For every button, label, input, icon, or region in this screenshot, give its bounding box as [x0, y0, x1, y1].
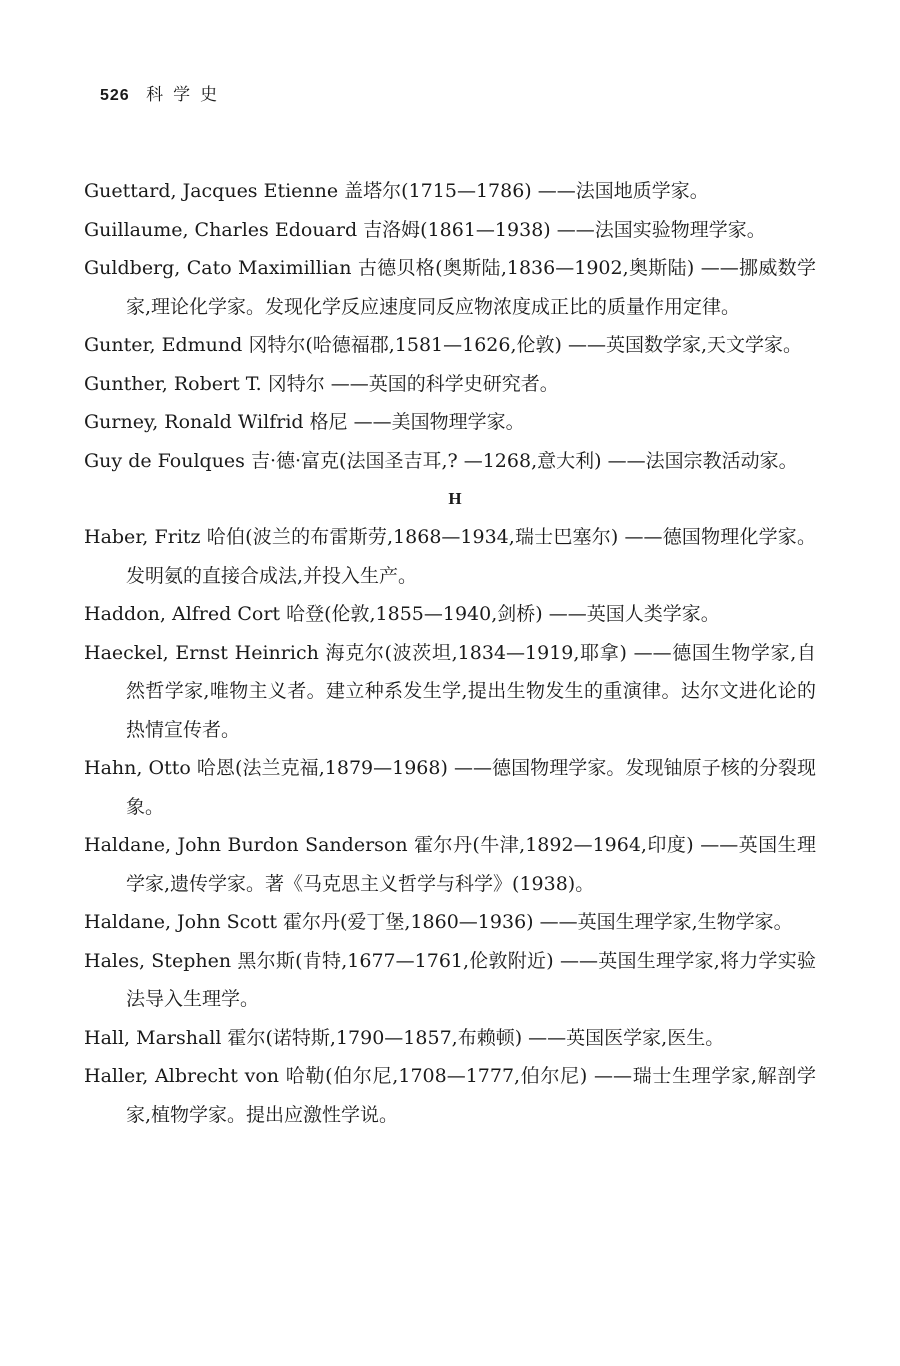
entry-hahn: Hahn, Otto 哈恩(法兰克福,1879—1968) ——德国物理学家。发现铀原子核的分裂现象。 — [84, 757, 816, 818]
section-heading-h: H — [448, 489, 462, 508]
glossary-entries — [84, 172, 816, 1134]
entry-gunter: Gunter, Edmund 冈特尔(哈德福郡,1581—1626,伦敦) ——英国数学家,天文学家。 — [84, 334, 803, 356]
entry-hales: Hales, Stephen 黑尔斯(肯特,1677—1761,伦敦附近) ——英国生理学家,将力学实验法导入生理学。 — [84, 949, 816, 1010]
entry-haller: Haller, Albrecht von 哈勒(伯尔尼,1708—1777,伯尔尼) ——瑞士生理学家,解剖学家,植物学家。提出应激性学说。 — [84, 1065, 816, 1126]
entry-gurney: Gurney, Ronald Wilfrid 格尼 ——美国物理学家。 — [84, 411, 525, 433]
entry-guy-de-foulques: Guy de Foulques 吉·德·富克(法国圣吉耳,? —1268,意大利) ——法国宗教活动家。 — [84, 449, 798, 472]
entry-hall: Hall, Marshall 霍尔(诺特斯,1790—1857,布赖顿) ——英国医学家,医生。 — [84, 1026, 725, 1049]
entry-guillaume: Guillaume, Charles Edouard 吉洛姆(1861—1938) ——法国实验物理学家。 — [84, 218, 766, 241]
entry-guettard: Guettard, Jacques Etienne 盖塔尔(1715—1786) ——法国地质学家。 — [84, 180, 709, 202]
entry-haeckel: Haeckel, Ernst Heinrich 海克尔(波茨坦,1834—1919,耶拿) ——德国生物学家,自然哲学家,唯物主义者。建立种系发生学,提出生物发生的重演律。达尔文进化论的热情宣传者。 — [84, 641, 816, 741]
page-header — [100, 80, 227, 105]
entry-haldane-jbs: Haldane, John Burdon Sanderson 霍尔丹(牛津,1892—1964,印度) ——英国生理学家,遗传学家。著《马克思主义哲学与科学》(1938)。 — [84, 834, 816, 895]
entry-haldane-js: Haldane, John Scott 霍尔丹(爱丁堡,1860—1936) ——英国生理学家,生物学家。 — [84, 911, 793, 933]
entry-haddon: Haddon, Alfred Cort 哈登(伦敦,1855—1940,剑桥) ——英国人类学家。 — [84, 603, 720, 625]
entry-gunther: Gunther, Robert T. 冈特尔 ——英国的科学史研究者。 — [84, 372, 559, 395]
entry-guldberg: Guldberg, Cato Maximillian 古德贝格(奥斯陆,1836—1902,奥斯陆) ——挪威数学家,理论化学家。发现化学反应速度同反应物浓度成正比的质量作用定律。 — [84, 257, 816, 318]
page-number: 526 — [100, 87, 130, 104]
entry-haber: Haber, Fritz 哈伯(波兰的布雷斯劳,1868—1934,瑞士巴塞尔) ——德国物理化学家。发明氨的直接合成法,并投入生产。 — [84, 526, 816, 587]
running-title: 科学史 — [146, 85, 228, 105]
